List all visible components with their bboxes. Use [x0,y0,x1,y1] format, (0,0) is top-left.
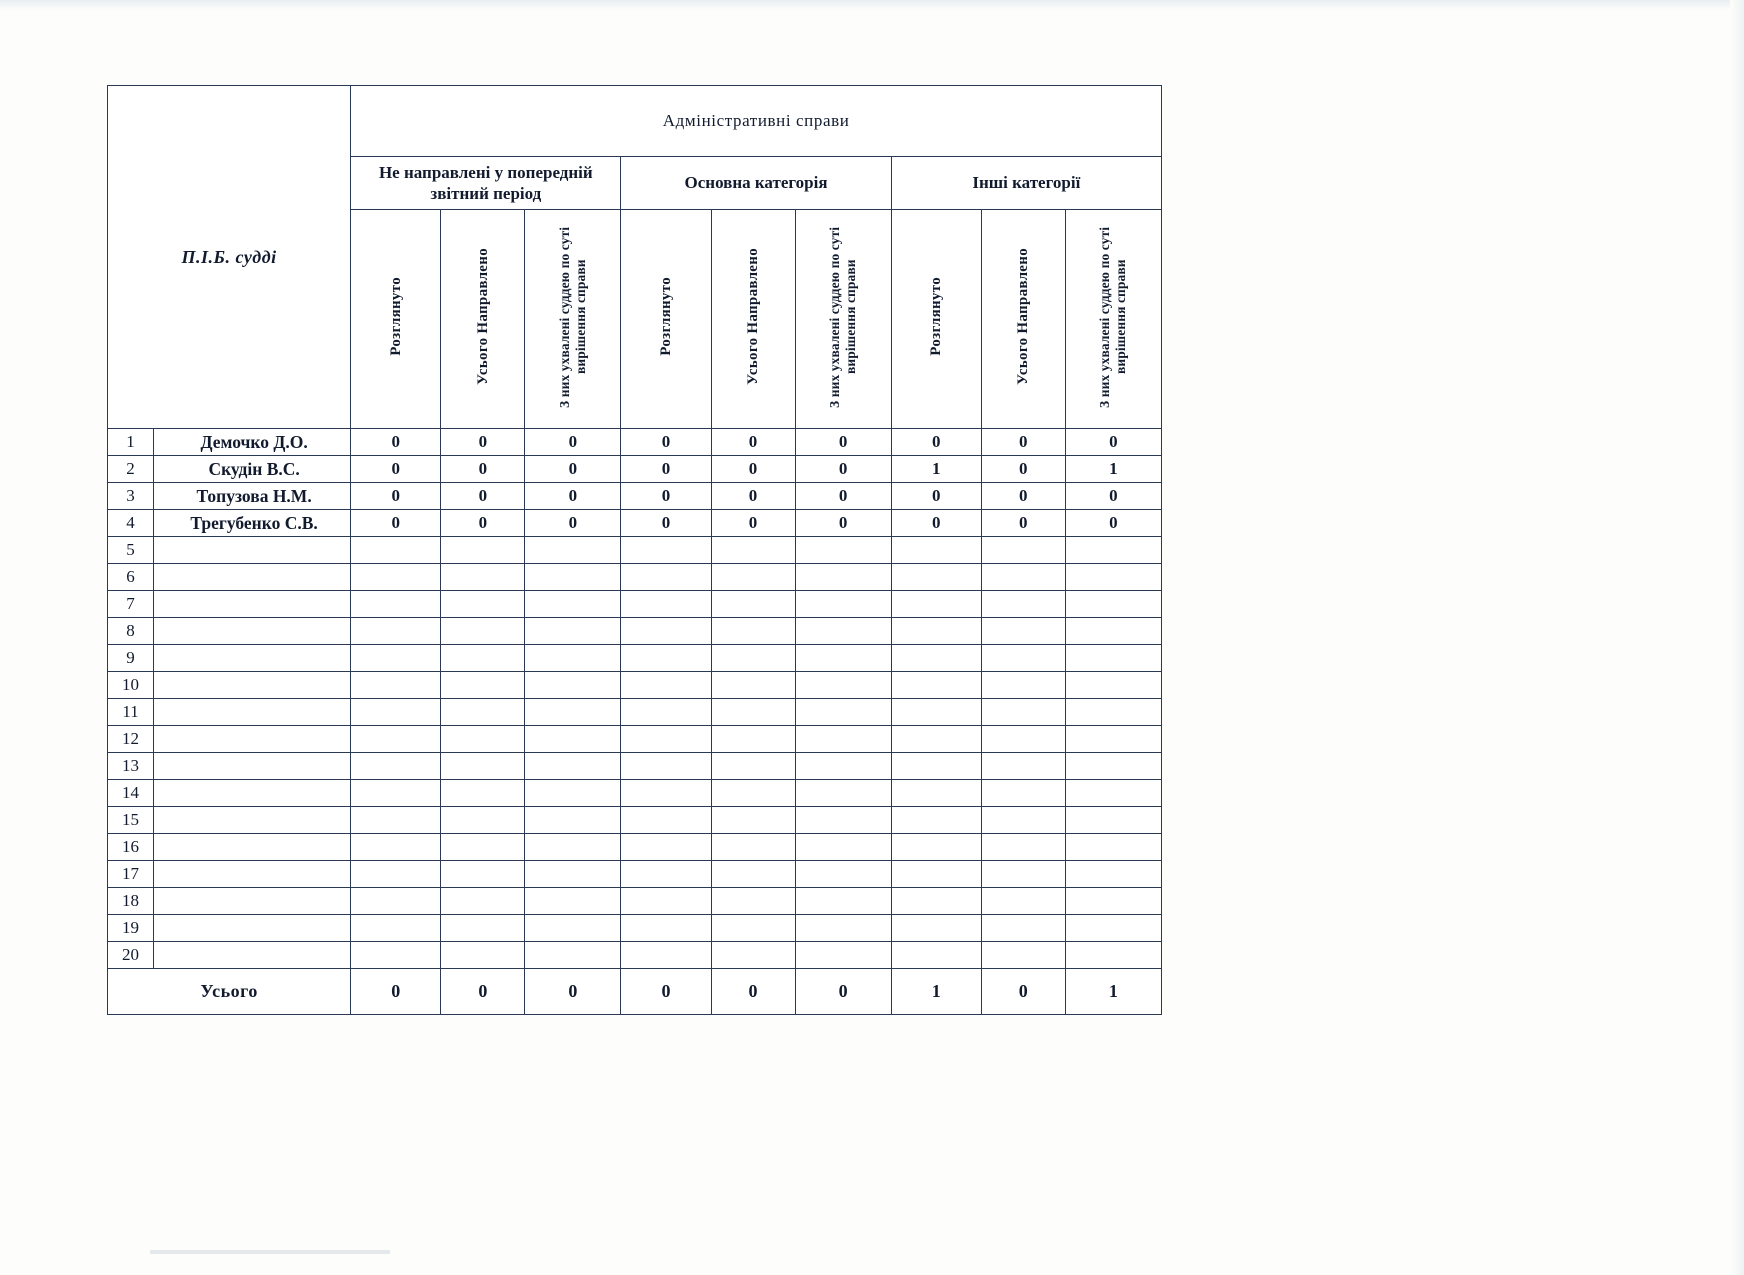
data-cell[interactable]: 0 [711,483,795,510]
table-body [108,429,1162,969]
data-cell[interactable] [795,861,891,888]
table-row[interactable] [108,537,1162,564]
data-cell[interactable] [621,726,711,753]
data-cell[interactable]: 0 [525,483,621,510]
row-number: 14 [108,780,154,807]
judge-name-cell[interactable]: Скудін В.С. [154,456,351,483]
data-cell[interactable] [711,726,795,753]
data-cell[interactable] [525,834,621,861]
header-col-5-total-sent: Усього Направлено [711,210,795,429]
data-cell[interactable] [441,861,525,888]
data-cell[interactable] [1065,753,1161,780]
judge-name-cell[interactable] [154,645,351,672]
data-cell[interactable] [711,753,795,780]
table-row[interactable] [108,888,1162,915]
row-number: 11 [108,699,154,726]
table-row[interactable] [108,915,1162,942]
data-cell[interactable] [711,780,795,807]
data-cell[interactable]: 0 [795,429,891,456]
judge-name-cell[interactable] [154,726,351,753]
data-cell[interactable] [711,699,795,726]
data-cell[interactable] [525,807,621,834]
data-cell[interactable]: 0 [1065,510,1161,537]
judge-name-cell[interactable] [154,591,351,618]
header-administrative-cases: Адміністративні справи [351,86,1162,157]
data-cell[interactable] [981,591,1065,618]
data-cell[interactable] [795,834,891,861]
data-cell[interactable] [441,888,525,915]
data-cell[interactable] [711,564,795,591]
data-cell[interactable] [441,753,525,780]
table-row[interactable] [108,780,1162,807]
data-cell[interactable] [1065,807,1161,834]
data-cell[interactable] [795,672,891,699]
data-cell[interactable] [525,537,621,564]
data-cell[interactable] [351,645,441,672]
total-value-3: 0 [525,969,621,1015]
report-table-container [107,85,1162,1015]
data-cell[interactable]: 0 [351,429,441,456]
data-cell[interactable] [351,726,441,753]
data-cell[interactable] [981,861,1065,888]
data-cell[interactable] [1065,537,1161,564]
data-cell[interactable] [441,645,525,672]
data-cell[interactable] [795,942,891,969]
total-value-9: 1 [1065,969,1161,1015]
data-cell[interactable] [525,672,621,699]
data-cell[interactable]: 0 [891,510,981,537]
table-row[interactable] [108,726,1162,753]
data-cell[interactable] [351,537,441,564]
table-row[interactable] [108,834,1162,861]
data-cell[interactable] [795,753,891,780]
row-number: 1 [108,429,154,456]
judge-name-cell[interactable] [154,888,351,915]
data-cell[interactable] [981,699,1065,726]
total-value-4: 0 [621,969,711,1015]
header-col-3-adopted-by-judge: З них ухвалені суддею по суті вирішення справи [525,210,621,429]
data-cell[interactable] [525,591,621,618]
data-cell[interactable] [981,834,1065,861]
table-header-row-group-title [108,86,1162,157]
data-cell[interactable] [441,564,525,591]
table-row[interactable] [108,591,1162,618]
judge-name-cell[interactable] [154,861,351,888]
data-cell[interactable]: 0 [981,456,1065,483]
table-row[interactable] [108,429,1162,456]
data-cell[interactable] [351,834,441,861]
data-cell[interactable] [441,942,525,969]
table-row[interactable] [108,807,1162,834]
table-row[interactable] [108,753,1162,780]
judge-name-cell[interactable] [154,564,351,591]
header-col-8-total-sent: Усього Направлено [981,210,1065,429]
row-number: 15 [108,807,154,834]
row-number: 16 [108,834,154,861]
judge-name-cell[interactable] [154,699,351,726]
data-cell[interactable]: 0 [1065,483,1161,510]
table-footer [108,969,1162,1015]
data-cell[interactable] [981,753,1065,780]
data-cell[interactable] [351,861,441,888]
data-cell[interactable] [621,942,711,969]
data-cell[interactable] [621,618,711,645]
data-cell[interactable] [711,834,795,861]
judge-name-cell[interactable] [154,942,351,969]
data-cell[interactable] [1065,861,1161,888]
data-cell[interactable] [981,618,1065,645]
data-cell[interactable] [981,645,1065,672]
data-cell[interactable] [1065,834,1161,861]
data-cell[interactable] [525,564,621,591]
scan-artifact [150,1250,390,1254]
data-cell[interactable] [525,888,621,915]
data-cell[interactable]: 0 [621,510,711,537]
data-cell[interactable] [1065,591,1161,618]
table-row[interactable] [108,483,1162,510]
data-cell[interactable]: 0 [711,429,795,456]
data-cell[interactable]: 0 [441,429,525,456]
data-cell[interactable] [525,726,621,753]
data-cell[interactable] [711,942,795,969]
data-cell[interactable] [1065,672,1161,699]
data-cell[interactable]: 0 [351,483,441,510]
data-cell[interactable] [1065,564,1161,591]
data-cell[interactable]: 0 [441,510,525,537]
data-cell[interactable] [795,537,891,564]
table-row[interactable] [108,861,1162,888]
data-cell[interactable] [621,780,711,807]
data-cell[interactable] [351,618,441,645]
data-cell[interactable] [711,915,795,942]
data-cell[interactable] [1065,915,1161,942]
data-cell[interactable] [1065,888,1161,915]
table-row[interactable] [108,645,1162,672]
judge-name-cell[interactable] [154,753,351,780]
row-number: 10 [108,672,154,699]
total-value-7: 1 [891,969,981,1015]
data-cell[interactable] [441,780,525,807]
data-cell[interactable] [525,645,621,672]
data-cell[interactable] [621,861,711,888]
data-cell[interactable] [891,564,981,591]
table-row[interactable] [108,672,1162,699]
total-value-6: 0 [795,969,891,1015]
row-number: 2 [108,456,154,483]
table-row[interactable] [108,456,1162,483]
table-total-row [108,969,1162,1015]
data-cell[interactable] [795,591,891,618]
data-cell[interactable] [525,915,621,942]
data-cell[interactable] [711,861,795,888]
data-cell[interactable]: 0 [891,483,981,510]
row-number: 12 [108,726,154,753]
data-cell[interactable] [711,672,795,699]
header-col-6-adopted-by-judge: З них ухвалені суддею по суті вирішення справи [795,210,891,429]
data-cell[interactable]: 0 [351,456,441,483]
data-cell[interactable] [441,915,525,942]
data-cell[interactable] [621,888,711,915]
data-cell[interactable]: 0 [621,483,711,510]
data-cell[interactable]: 0 [621,456,711,483]
data-cell[interactable] [621,753,711,780]
row-number: 19 [108,915,154,942]
judge-name-cell[interactable] [154,834,351,861]
scan-edge-right [1730,0,1744,1275]
data-cell[interactable]: 0 [891,429,981,456]
data-cell[interactable]: 0 [621,429,711,456]
data-cell[interactable] [351,915,441,942]
data-cell[interactable] [621,645,711,672]
data-cell[interactable] [795,888,891,915]
data-cell[interactable] [981,780,1065,807]
total-label: Усього [108,969,351,1015]
judge-name-cell[interactable]: Трегубенко С.В. [154,510,351,537]
data-cell[interactable] [1065,699,1161,726]
data-cell[interactable] [891,726,981,753]
administrative-cases-table [107,85,1162,1015]
data-cell[interactable] [525,942,621,969]
data-cell[interactable] [1065,726,1161,753]
judge-name-cell[interactable] [154,672,351,699]
data-cell[interactable] [891,591,981,618]
judge-name-cell[interactable]: Демочко Д.О. [154,429,351,456]
data-cell[interactable] [711,807,795,834]
data-cell[interactable] [891,699,981,726]
data-cell[interactable]: 0 [795,510,891,537]
data-cell[interactable]: 0 [525,456,621,483]
data-cell[interactable] [795,699,891,726]
data-cell[interactable] [441,618,525,645]
header-col-7-reviewed: Розглянуто [891,210,981,429]
data-cell[interactable]: 0 [1065,429,1161,456]
data-cell[interactable] [351,753,441,780]
data-cell[interactable] [621,564,711,591]
data-cell[interactable] [525,780,621,807]
data-cell[interactable] [525,618,621,645]
row-number: 13 [108,753,154,780]
data-cell[interactable] [525,861,621,888]
data-cell[interactable]: 0 [981,483,1065,510]
data-cell[interactable] [441,834,525,861]
data-cell[interactable] [981,942,1065,969]
data-cell[interactable] [795,807,891,834]
row-number: 4 [108,510,154,537]
judge-name-cell[interactable] [154,807,351,834]
data-cell[interactable] [795,780,891,807]
data-cell[interactable]: 0 [795,483,891,510]
data-cell[interactable] [441,537,525,564]
data-cell[interactable]: 0 [441,456,525,483]
data-cell[interactable] [711,537,795,564]
data-cell[interactable] [891,861,981,888]
row-number: 20 [108,942,154,969]
data-cell[interactable]: 1 [891,456,981,483]
data-cell[interactable] [981,672,1065,699]
total-value-5: 0 [711,969,795,1015]
data-cell[interactable] [981,915,1065,942]
table-row[interactable] [108,699,1162,726]
table-row[interactable] [108,564,1162,591]
row-number: 17 [108,861,154,888]
table-row[interactable] [108,942,1162,969]
data-cell[interactable]: 0 [525,429,621,456]
total-value-2: 0 [441,969,525,1015]
data-cell[interactable] [1065,645,1161,672]
data-cell[interactable] [621,591,711,618]
data-cell[interactable] [981,726,1065,753]
data-cell[interactable] [981,807,1065,834]
data-cell[interactable] [795,915,891,942]
header-col-9-adopted-by-judge: З них ухвалені суддею по суті вирішення справи [1065,210,1161,429]
row-number: 5 [108,537,154,564]
data-cell[interactable]: 0 [711,456,795,483]
row-header-judge-name: П.І.Б. судді [108,86,351,429]
judge-name-cell[interactable] [154,537,351,564]
header-group-main-category: Основна категорія [621,157,891,210]
data-cell[interactable] [711,618,795,645]
data-cell[interactable] [351,942,441,969]
data-cell[interactable] [981,888,1065,915]
data-cell[interactable] [891,672,981,699]
judge-name-cell[interactable]: Топузова Н.М. [154,483,351,510]
header-group-not-sent-previous-period: Не направлені у попередній звітний період [351,157,621,210]
data-cell[interactable]: 0 [711,510,795,537]
data-cell[interactable] [795,726,891,753]
row-number: 7 [108,591,154,618]
row-number: 8 [108,618,154,645]
data-cell[interactable] [351,672,441,699]
data-cell[interactable] [711,888,795,915]
data-cell[interactable] [891,915,981,942]
data-cell[interactable] [621,699,711,726]
judge-name-cell[interactable] [154,618,351,645]
header-col-4-reviewed: Розглянуто [621,210,711,429]
data-cell[interactable] [621,915,711,942]
data-cell[interactable] [795,564,891,591]
data-cell[interactable] [891,753,981,780]
header-group-other-categories: Інші категорії [891,157,1161,210]
data-cell[interactable] [1065,780,1161,807]
data-cell[interactable]: 0 [981,510,1065,537]
row-number: 6 [108,564,154,591]
data-cell[interactable]: 0 [441,483,525,510]
data-cell[interactable] [1065,942,1161,969]
judge-name-cell[interactable] [154,915,351,942]
scan-edge-top [0,0,1744,10]
data-cell[interactable] [351,564,441,591]
data-cell[interactable]: 0 [795,456,891,483]
data-cell[interactable] [891,780,981,807]
data-cell[interactable] [351,807,441,834]
data-cell[interactable] [441,807,525,834]
data-cell[interactable] [621,537,711,564]
data-cell[interactable] [351,699,441,726]
row-number: 3 [108,483,154,510]
data-cell[interactable] [891,645,981,672]
data-cell[interactable]: 0 [351,510,441,537]
table-row[interactable] [108,510,1162,537]
total-value-1: 0 [351,969,441,1015]
data-cell[interactable] [891,942,981,969]
data-cell[interactable] [711,645,795,672]
data-cell[interactable] [981,564,1065,591]
data-cell[interactable] [711,591,795,618]
data-cell[interactable]: 0 [981,429,1065,456]
data-cell[interactable] [621,672,711,699]
table-row[interactable] [108,618,1162,645]
data-cell[interactable] [441,672,525,699]
data-cell[interactable] [441,699,525,726]
data-cell[interactable] [621,834,711,861]
data-cell[interactable] [525,753,621,780]
data-cell[interactable] [525,699,621,726]
data-cell[interactable] [351,888,441,915]
data-cell[interactable] [891,537,981,564]
header-col-1-reviewed: Розглянуто [351,210,441,429]
total-value-8: 0 [981,969,1065,1015]
data-cell[interactable]: 1 [1065,456,1161,483]
data-cell[interactable] [981,537,1065,564]
data-cell[interactable] [1065,618,1161,645]
data-cell[interactable] [351,780,441,807]
row-number: 18 [108,888,154,915]
data-cell[interactable] [351,591,441,618]
data-cell[interactable] [621,807,711,834]
data-cell[interactable] [891,807,981,834]
data-cell[interactable] [441,591,525,618]
row-number: 9 [108,645,154,672]
data-cell[interactable] [795,645,891,672]
data-cell[interactable] [891,888,981,915]
data-cell[interactable] [891,834,981,861]
data-cell[interactable] [891,618,981,645]
data-cell[interactable] [795,618,891,645]
data-cell[interactable]: 0 [525,510,621,537]
judge-name-cell[interactable] [154,780,351,807]
header-col-2-total-sent: Усього Направлено [441,210,525,429]
data-cell[interactable] [441,726,525,753]
